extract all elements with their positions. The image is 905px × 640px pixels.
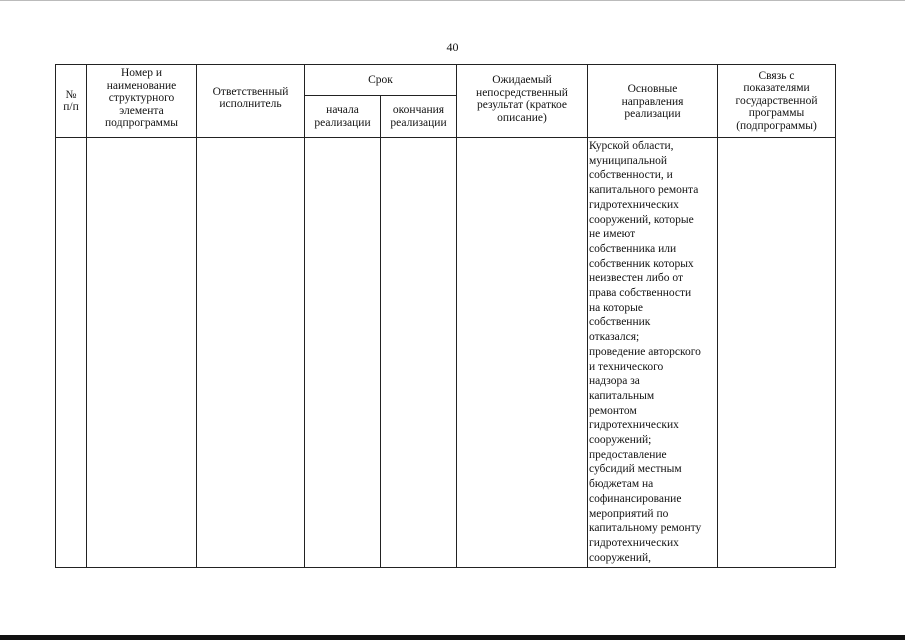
header-end-line: окончания: [392, 104, 445, 116]
header-term-label: Срок: [368, 73, 393, 86]
column-divider: [86, 64, 87, 568]
header-element-line: наименование: [106, 79, 177, 92]
header-directions-line: Основные: [627, 83, 678, 96]
directions-cell-text: [589, 139, 717, 565]
text-line: ремонтом: [589, 404, 637, 417]
header-term-end: [381, 96, 456, 137]
text-line: сооружений, которые: [589, 213, 694, 226]
header-indicators-link: [718, 64, 835, 138]
text-line: гидротехнических: [589, 198, 679, 211]
text-line: надзора за: [589, 375, 640, 388]
header-element-line: Номер и: [121, 67, 162, 80]
header-element-line: подпрограммы: [105, 117, 178, 130]
header-element-line: элемента: [119, 104, 164, 117]
scan-bottom-edge: [0, 635, 905, 640]
text-line: права собственности: [589, 287, 692, 300]
column-divider: [196, 64, 197, 568]
header-element-line: структурного: [108, 92, 175, 105]
column-divider: [380, 95, 381, 568]
header-structural-element: [87, 60, 196, 137]
header-expected-result: [457, 65, 587, 133]
page-number: 40: [446, 40, 459, 54]
column-divider: [456, 64, 457, 568]
text-line: капитальным: [589, 389, 655, 402]
text-line: Курской области,: [589, 140, 674, 152]
header-end-line: реализации: [390, 116, 447, 129]
scan-top-edge: [0, 0, 905, 1]
text-line: гидротехнических: [589, 536, 679, 549]
text-line: не имеют: [589, 228, 636, 241]
header-indicators-line: показателями: [743, 82, 810, 95]
text-line: и технического: [589, 360, 664, 373]
header-result-line: описание): [497, 111, 547, 124]
header-indicators-line: государственной: [735, 94, 818, 107]
text-line: собственности, и: [589, 169, 673, 182]
text-line: капитального ремонта: [589, 184, 699, 197]
column-divider: [304, 64, 305, 568]
header-directions-line: направления: [621, 95, 684, 108]
header-main-directions: [588, 67, 717, 137]
text-line: на которые: [589, 301, 643, 314]
table-border-bottom: [55, 567, 836, 568]
header-number: [56, 65, 86, 137]
text-line: проведение авторского: [589, 345, 701, 358]
text-line: собственник которых: [589, 257, 694, 270]
header-result-line: результат (краткое: [477, 99, 567, 111]
table-border-left: [55, 64, 56, 568]
text-line: гидротехнических: [589, 419, 679, 432]
text-line: собственника или: [589, 242, 677, 255]
header-responsible-executor: [197, 65, 304, 131]
text-line: сооружений,: [589, 551, 652, 564]
header-indicators-line: программы: [748, 107, 805, 120]
header-result-line: непосредственный: [476, 86, 568, 99]
header-executor-line: Ответственный: [212, 85, 289, 98]
header-number-line: п/п: [63, 101, 79, 113]
header-executor-line: исполнитель: [219, 98, 282, 110]
header-indicators-line: Связь с: [758, 69, 795, 82]
header-start-line: реализации: [314, 116, 371, 129]
text-line: неизвестен либо от: [589, 272, 683, 285]
text-line: отказался;: [589, 331, 640, 344]
header-start-line: начала: [326, 104, 359, 116]
text-line: субсидий местным: [589, 463, 682, 476]
header-directions-line: реализации: [624, 108, 681, 121]
text-line: мероприятий по: [589, 507, 669, 520]
text-line: предоставление: [589, 448, 667, 461]
text-line: бюджетам на: [589, 478, 654, 491]
header-term: [305, 65, 456, 95]
table-border-right: [835, 64, 836, 568]
text-line: сооружений;: [589, 434, 652, 447]
header-number-line: №: [65, 88, 77, 101]
text-line: софинансирование: [589, 492, 682, 505]
header-term-start: [305, 96, 380, 137]
header-indicators-line: (подпрограммы): [736, 119, 817, 132]
column-divider: [717, 64, 718, 568]
column-divider: [587, 64, 588, 568]
header-result-line: Ожидаемый: [492, 74, 552, 86]
text-line: капитальному ремонту: [589, 522, 702, 535]
text-line: собственник: [589, 316, 651, 329]
text-line: муниципальной: [589, 154, 668, 167]
